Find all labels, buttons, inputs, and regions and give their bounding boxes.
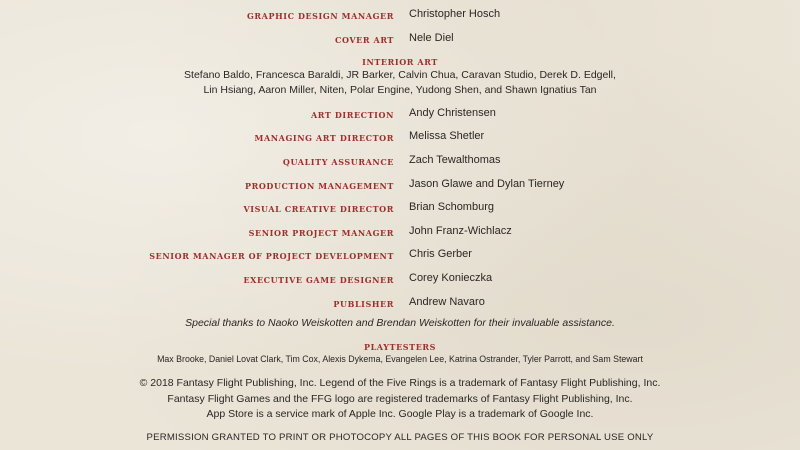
credit-row	[0, 107, 800, 125]
credit-role: COVER ART	[334, 35, 394, 45]
permission-text: PERMISSION GRANTED TO PRINT OR PHOTOCOPY ALL PAGES OF THIS BOOK FOR PERSONAL USE ONLY	[146, 432, 654, 443]
credit-row	[0, 201, 800, 219]
credit-role: SENIOR MANAGER OF PROJECT DEVELOPMENT	[149, 251, 394, 261]
playtesters-role: PLAYTESTERS	[363, 342, 437, 352]
credit-name: Jason Glawe and Dylan Tierney	[409, 178, 565, 190]
credit-role: PRODUCTION MANAGEMENT	[244, 181, 394, 191]
legal-line-2: Fantasy Flight Games and the FFG logo are registered trademarks of Fantasy Flight Publishing, Inc.	[167, 392, 633, 405]
credit-role: GRAPHIC DESIGN MANAGER	[246, 11, 394, 21]
credit-row	[0, 8, 800, 26]
credit-name: Andrew Navaro	[409, 296, 485, 308]
credit-role: VISUAL CREATIVE DIRECTOR	[243, 204, 394, 214]
credit-row	[0, 154, 800, 172]
credit-name: Melissa Shetler	[409, 130, 485, 142]
special-thanks-block	[0, 317, 800, 329]
special-thanks-text: Special thanks to Naoko Weiskotten and Brendan Weiskotten for their invaluable assistance.	[185, 317, 615, 329]
credit-row	[0, 178, 800, 196]
credit-name: Chris Gerber	[409, 248, 472, 260]
credit-role: PUBLISHER	[333, 299, 394, 309]
credit-role: SENIOR PROJECT MANAGER	[248, 228, 394, 238]
legal-line-1: © 2018 Fantasy Flight Publishing, Inc. Legend of the Five Rings is a trademark of Fantasy Flight Publishing, Inc.	[139, 377, 661, 389]
permission-block	[0, 432, 800, 443]
credit-name: John Franz-Wichlacz	[409, 225, 512, 237]
playtesters-names: Max Brooke, Daniel Lovat Clark, Tim Cox, Alexis Dykema, Evangelen Lee, Katrina Ostrander, Tyler Parrott, and Sam Stewart	[157, 354, 643, 364]
credit-name: Andy Christensen	[409, 107, 496, 119]
legal-block	[0, 376, 800, 423]
credit-name: Corey Konieczka	[409, 272, 493, 284]
interior-art-names-line-2: Lin Hsiang, Aaron Miller, Niten, Polar Engine, Yudong Shen, and Shawn Ignatius Tan	[203, 84, 597, 96]
credit-role: MANAGING ART DIRECTOR	[254, 133, 394, 143]
credit-name: Zach Tewalthomas	[409, 154, 501, 166]
credit-role: EXECUTIVE GAME DESIGNER	[243, 275, 394, 285]
credit-row	[0, 272, 800, 290]
credit-name: Nele Diel	[409, 32, 454, 44]
interior-art-names-line-1: Stefano Baldo, Francesca Baraldi, JR Barker, Calvin Chua, Caravan Studio, Derek D. Edgell,	[184, 69, 616, 81]
credit-name: Brian Schomburg	[409, 201, 494, 213]
credit-name: Christopher Hosch	[409, 8, 501, 20]
credit-row	[0, 248, 800, 266]
interior-art-block	[0, 57, 800, 98]
credit-row	[0, 130, 800, 148]
credit-role: ART DIRECTION	[310, 110, 394, 120]
interior-art-role: INTERIOR ART	[362, 57, 438, 67]
credit-row	[0, 225, 800, 243]
credit-row	[0, 296, 800, 314]
playtesters-block	[0, 342, 800, 366]
credit-role: QUALITY ASSURANCE	[282, 157, 394, 167]
legal-line-3: App Store is a service mark of Apple Inc. Google Play is a trademark of Google Inc.	[206, 408, 594, 420]
credit-row	[0, 32, 800, 50]
